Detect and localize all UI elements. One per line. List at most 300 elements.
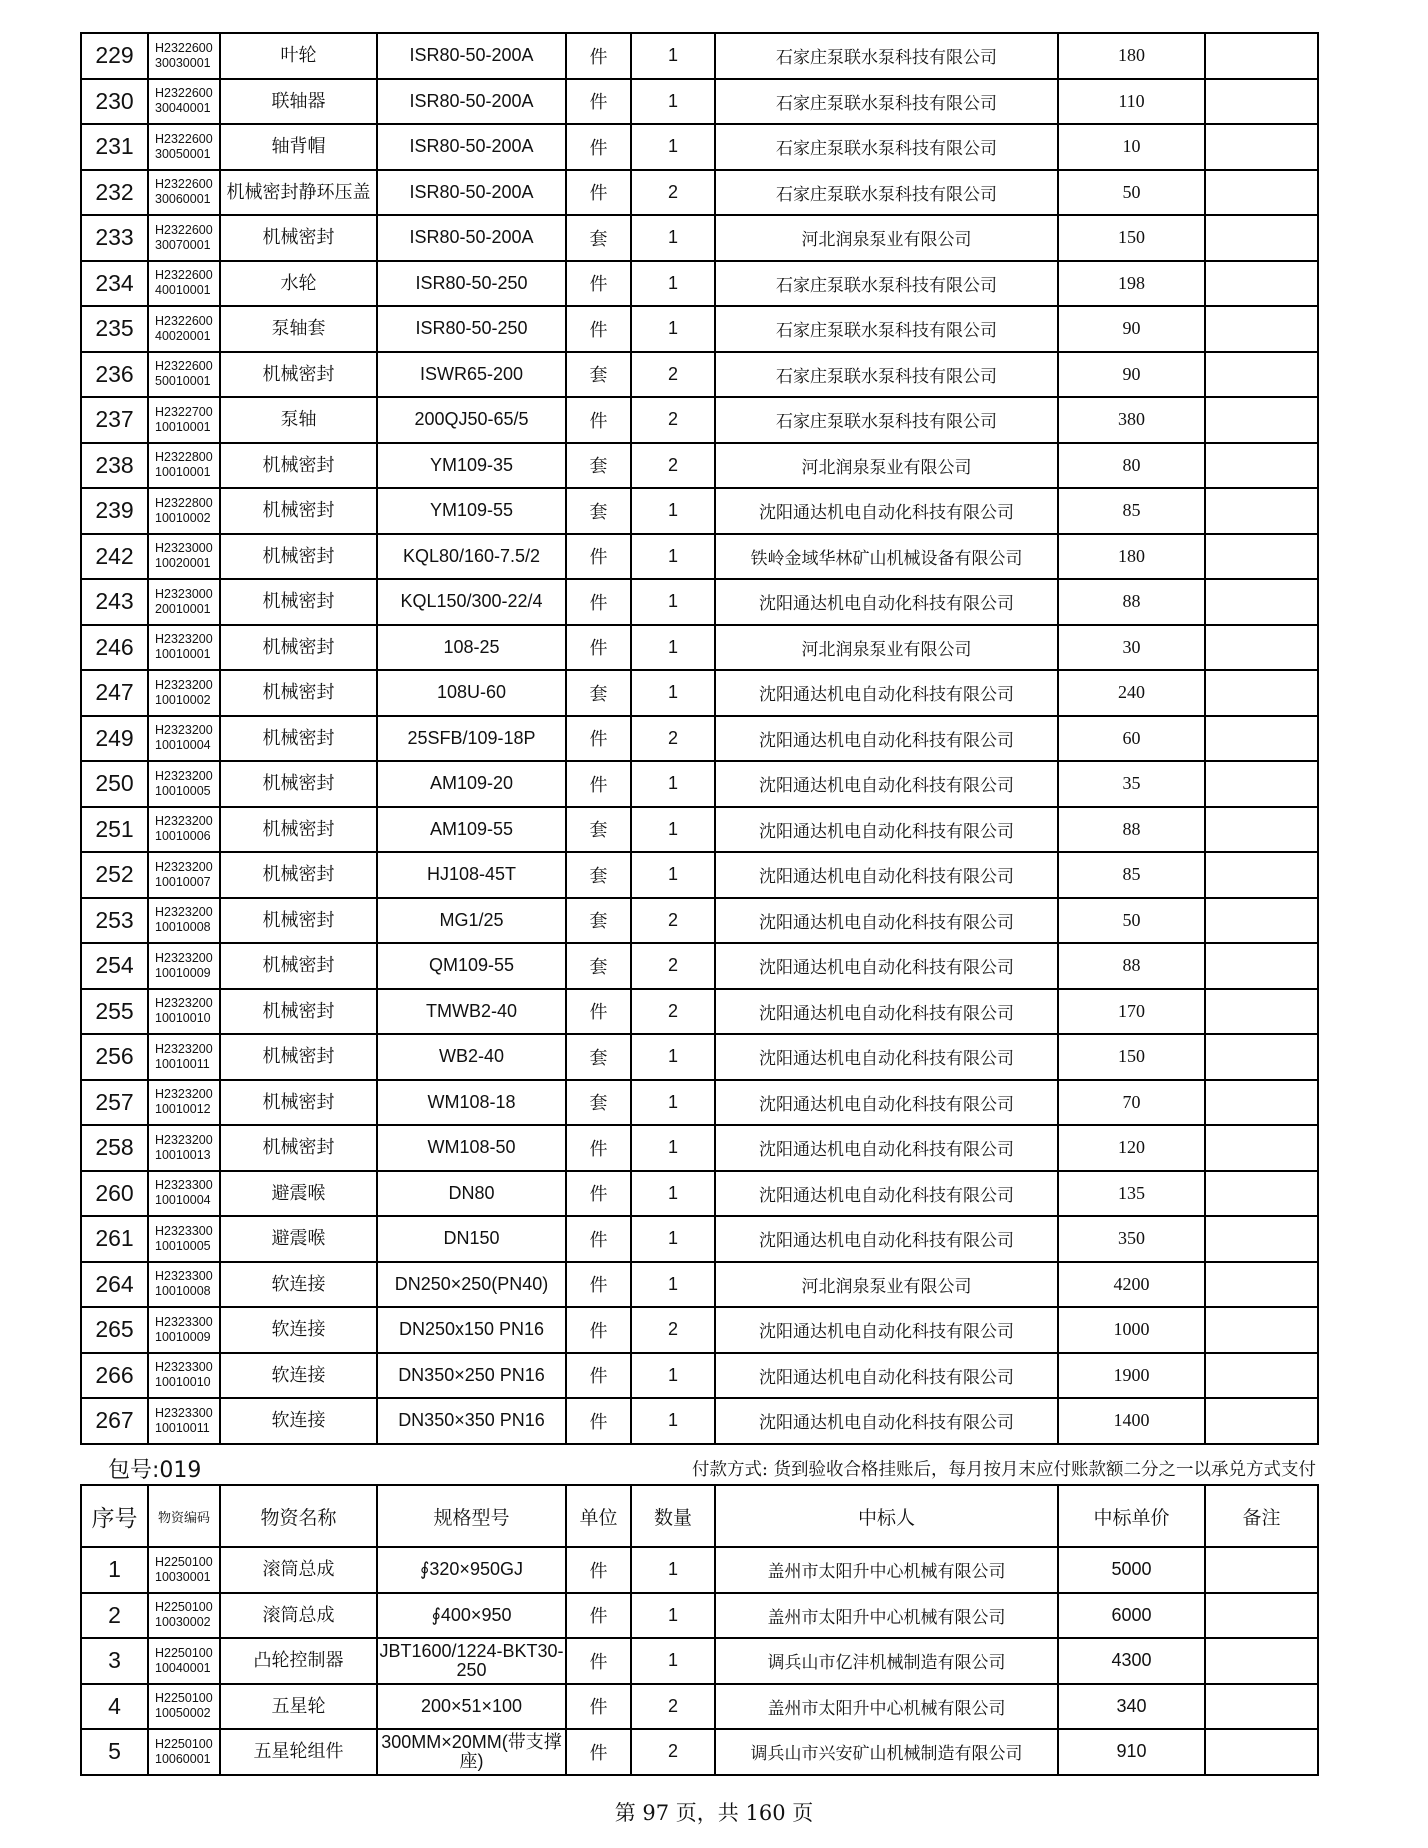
cell-no: 252 [81, 852, 148, 898]
cell-qty: 1 [631, 1638, 715, 1684]
cell-supplier: 铁岭金域华林矿山机械设备有限公司 [715, 534, 1058, 580]
cell-no: 250 [81, 761, 148, 807]
cell-no: 5 [81, 1729, 148, 1775]
cell-unit: 件 [566, 397, 631, 443]
cell-qty: 1 [631, 1171, 715, 1217]
cell-no: 266 [81, 1353, 148, 1399]
cell-remark [1205, 761, 1318, 807]
cell-unit: 套 [566, 488, 631, 534]
cell-name: 软连接 [220, 1353, 377, 1399]
cell-unit: 件 [566, 716, 631, 762]
cell-name: 避震喉 [220, 1216, 377, 1262]
cell-unit: 件 [566, 124, 631, 170]
cell-code: H2323200 10010011 [148, 1034, 220, 1080]
cell-remark [1205, 397, 1318, 443]
cell-remark [1205, 1547, 1318, 1593]
cell-code: H2322700 10010001 [148, 397, 220, 443]
cell-unit: 套 [566, 852, 631, 898]
cell-qty: 2 [631, 1729, 715, 1775]
table-row [81, 79, 1318, 125]
cell-spec: YM109-35 [377, 443, 566, 489]
cell-supplier: 河北润泉泵业有限公司 [715, 1262, 1058, 1308]
table-row [81, 898, 1318, 944]
cell-supplier: 石家庄泵联水泵科技有限公司 [715, 170, 1058, 216]
cell-spec: DN350×350 PN16 [377, 1398, 566, 1444]
cell-spec: WM108-50 [377, 1125, 566, 1171]
cell-qty: 2 [631, 170, 715, 216]
cell-no: 1 [81, 1547, 148, 1593]
cell-qty: 1 [631, 579, 715, 625]
cell-qty: 1 [631, 1593, 715, 1639]
cell-price: 198 [1058, 261, 1205, 307]
cell-spec: WM108-18 [377, 1080, 566, 1126]
header-code: 物资编码 [148, 1485, 220, 1547]
cell-unit: 件 [566, 1125, 631, 1171]
cell-remark [1205, 352, 1318, 398]
cell-remark [1205, 1684, 1318, 1730]
cell-qty: 1 [631, 1034, 715, 1080]
cell-price: 120 [1058, 1125, 1205, 1171]
cell-code: H2323200 10010010 [148, 989, 220, 1035]
cell-code: H2322800 10010001 [148, 443, 220, 489]
cell-supplier: 沈阳通达机电自动化科技有限公司 [715, 1171, 1058, 1217]
cell-name: 机械密封 [220, 943, 377, 989]
header-price: 中标单价 [1058, 1485, 1205, 1547]
cell-code: H2323000 10020001 [148, 534, 220, 580]
cell-price: 150 [1058, 1034, 1205, 1080]
table-row [81, 989, 1318, 1035]
cell-name: 机械密封 [220, 443, 377, 489]
cell-price: 50 [1058, 898, 1205, 944]
cell-price: 4300 [1058, 1638, 1205, 1684]
cell-unit: 件 [566, 306, 631, 352]
cell-no: 251 [81, 807, 148, 853]
cell-unit: 件 [566, 579, 631, 625]
cell-code: H2323300 10010004 [148, 1171, 220, 1217]
cell-price: 6000 [1058, 1593, 1205, 1639]
cell-remark [1205, 261, 1318, 307]
cell-code: H2323200 10010013 [148, 1125, 220, 1171]
cell-qty: 2 [631, 1684, 715, 1730]
cell-supplier: 沈阳通达机电自动化科技有限公司 [715, 1080, 1058, 1126]
cell-spec: 200QJ50-65/5 [377, 397, 566, 443]
items-table-body [81, 33, 1318, 1444]
cell-remark [1205, 989, 1318, 1035]
cell-supplier: 沈阳通达机电自动化科技有限公司 [715, 1307, 1058, 1353]
cell-unit: 套 [566, 1080, 631, 1126]
cell-supplier: 沈阳通达机电自动化科技有限公司 [715, 761, 1058, 807]
cell-code: H2322600 30050001 [148, 124, 220, 170]
items-table-continued [80, 32, 1319, 1445]
cell-qty: 1 [631, 1125, 715, 1171]
cell-name: 机械密封 [220, 1080, 377, 1126]
cell-spec: 25SFB/109-18P [377, 716, 566, 762]
cell-price: 50 [1058, 170, 1205, 216]
cell-remark [1205, 443, 1318, 489]
table-row [81, 1216, 1318, 1262]
cell-unit: 件 [566, 1353, 631, 1399]
cell-remark [1205, 534, 1318, 580]
cell-price: 135 [1058, 1171, 1205, 1217]
page-footer: 第 97 页，共 160 页 [614, 1801, 814, 1825]
cell-spec: DN80 [377, 1171, 566, 1217]
cell-qty: 1 [631, 306, 715, 352]
cell-remark [1205, 898, 1318, 944]
cell-price: 80 [1058, 443, 1205, 489]
cell-unit: 套 [566, 215, 631, 261]
cell-code: H2323200 10010009 [148, 943, 220, 989]
cell-spec: 200×51×100 [377, 1684, 566, 1730]
cell-remark [1205, 1638, 1318, 1684]
cell-name: 避震喉 [220, 1171, 377, 1217]
cell-name: 滚筒总成 [220, 1593, 377, 1639]
cell-no: 235 [81, 306, 148, 352]
cell-no: 229 [81, 33, 148, 79]
cell-spec: 300MM×20MM(带支撑座) [377, 1729, 566, 1775]
cell-name: 机械密封 [220, 1125, 377, 1171]
cell-code: H2323200 10010012 [148, 1080, 220, 1126]
cell-code: H2323200 10010001 [148, 625, 220, 671]
cell-no: 243 [81, 579, 148, 625]
table-row [81, 1171, 1318, 1217]
cell-qty: 2 [631, 943, 715, 989]
cell-no: 261 [81, 1216, 148, 1262]
cell-unit: 件 [566, 1729, 631, 1775]
cell-unit: 套 [566, 443, 631, 489]
table-row [81, 761, 1318, 807]
cell-price: 90 [1058, 306, 1205, 352]
table-row [81, 397, 1318, 443]
cell-spec: DN150 [377, 1216, 566, 1262]
cell-spec: KQL150/300-22/4 [377, 579, 566, 625]
cell-price: 110 [1058, 79, 1205, 125]
cell-code: H2323200 10010006 [148, 807, 220, 853]
cell-code: H2322600 40020001 [148, 306, 220, 352]
cell-unit: 件 [566, 625, 631, 671]
cell-supplier: 沈阳通达机电自动化科技有限公司 [715, 579, 1058, 625]
cell-spec: ISR80-50-200A [377, 124, 566, 170]
cell-code: H2323300 10010005 [148, 1216, 220, 1262]
cell-unit: 件 [566, 1307, 631, 1353]
cell-name: 机械密封 [220, 761, 377, 807]
cell-spec: ISR80-50-200A [377, 33, 566, 79]
cell-name: 五星轮 [220, 1684, 377, 1730]
cell-spec: 108-25 [377, 625, 566, 671]
table-row [81, 807, 1318, 853]
cell-supplier: 石家庄泵联水泵科技有限公司 [715, 33, 1058, 79]
cell-price: 88 [1058, 943, 1205, 989]
cell-name: 软连接 [220, 1262, 377, 1308]
cell-supplier: 石家庄泵联水泵科技有限公司 [715, 79, 1058, 125]
cell-no: 247 [81, 670, 148, 716]
cell-name: 机械密封 [220, 352, 377, 398]
cell-supplier: 盖州市太阳升中心机械有限公司 [715, 1593, 1058, 1639]
cell-name: 滚筒总成 [220, 1547, 377, 1593]
cell-remark [1205, 1262, 1318, 1308]
cell-remark [1205, 1080, 1318, 1126]
cell-unit: 件 [566, 1638, 631, 1684]
cell-spec: DN250×250(PN40) [377, 1262, 566, 1308]
table-row [81, 1034, 1318, 1080]
cell-supplier: 沈阳通达机电自动化科技有限公司 [715, 1353, 1058, 1399]
cell-remark [1205, 1216, 1318, 1262]
cell-unit: 件 [566, 261, 631, 307]
cell-spec: ISR80-50-200A [377, 79, 566, 125]
cell-remark [1205, 33, 1318, 79]
table-row [81, 170, 1318, 216]
cell-spec: TMWB2-40 [377, 989, 566, 1035]
cell-qty: 1 [631, 1080, 715, 1126]
cell-price: 88 [1058, 807, 1205, 853]
table-row [81, 306, 1318, 352]
cell-remark [1205, 1593, 1318, 1639]
header-no: 序号 [81, 1485, 148, 1547]
cell-unit: 件 [566, 1684, 631, 1730]
cell-spec: ISR80-50-200A [377, 215, 566, 261]
table-row [81, 625, 1318, 671]
cell-no: 264 [81, 1262, 148, 1308]
cell-qty: 2 [631, 352, 715, 398]
cell-qty: 1 [631, 670, 715, 716]
cell-remark [1205, 124, 1318, 170]
cell-remark [1205, 1171, 1318, 1217]
cell-no: 236 [81, 352, 148, 398]
cell-spec: AM109-20 [377, 761, 566, 807]
table-row [81, 1353, 1318, 1399]
cell-supplier: 石家庄泵联水泵科技有限公司 [715, 306, 1058, 352]
cell-supplier: 石家庄泵联水泵科技有限公司 [715, 397, 1058, 443]
cell-price: 180 [1058, 33, 1205, 79]
table-row [81, 1638, 1318, 1684]
cell-supplier: 调兵山市亿沣机械制造有限公司 [715, 1638, 1058, 1684]
cell-price: 60 [1058, 716, 1205, 762]
cell-remark [1205, 943, 1318, 989]
cell-name: 凸轮控制器 [220, 1638, 377, 1684]
cell-spec: YM109-55 [377, 488, 566, 534]
cell-unit: 件 [566, 1262, 631, 1308]
cell-code: H2323300 10010008 [148, 1262, 220, 1308]
cell-name: 软连接 [220, 1398, 377, 1444]
cell-spec: ∮320×950GJ [377, 1547, 566, 1593]
cell-supplier: 沈阳通达机电自动化科技有限公司 [715, 488, 1058, 534]
cell-no: 256 [81, 1034, 148, 1080]
cell-remark [1205, 807, 1318, 853]
cell-unit: 套 [566, 807, 631, 853]
cell-unit: 件 [566, 33, 631, 79]
cell-price: 1900 [1058, 1353, 1205, 1399]
cell-no: 234 [81, 261, 148, 307]
cell-qty: 1 [631, 852, 715, 898]
cell-supplier: 沈阳通达机电自动化科技有限公司 [715, 807, 1058, 853]
cell-qty: 1 [631, 761, 715, 807]
cell-supplier: 石家庄泵联水泵科技有限公司 [715, 124, 1058, 170]
cell-no: 254 [81, 943, 148, 989]
cell-supplier: 沈阳通达机电自动化科技有限公司 [715, 1216, 1058, 1262]
cell-spec: WB2-40 [377, 1034, 566, 1080]
cell-no: 265 [81, 1307, 148, 1353]
header-qty: 数量 [631, 1485, 715, 1547]
table-row [81, 124, 1318, 170]
cell-remark [1205, 306, 1318, 352]
cell-remark [1205, 1353, 1318, 1399]
header-spec: 规格型号 [377, 1485, 566, 1547]
table-row [81, 1398, 1318, 1444]
cell-unit: 套 [566, 352, 631, 398]
cell-spec: KQL80/160-7.5/2 [377, 534, 566, 580]
cell-code: H2250100 10030001 [148, 1547, 220, 1593]
cell-price: 88 [1058, 579, 1205, 625]
cell-no: 2 [81, 1593, 148, 1639]
cell-supplier: 沈阳通达机电自动化科技有限公司 [715, 670, 1058, 716]
cell-remark [1205, 79, 1318, 125]
cell-no: 237 [81, 397, 148, 443]
header-unit: 单位 [566, 1485, 631, 1547]
cell-unit: 套 [566, 898, 631, 944]
cell-supplier: 沈阳通达机电自动化科技有限公司 [715, 716, 1058, 762]
cell-remark [1205, 625, 1318, 671]
cell-spec: ISWR65-200 [377, 352, 566, 398]
cell-price: 340 [1058, 1684, 1205, 1730]
cell-supplier: 沈阳通达机电自动化科技有限公司 [715, 1034, 1058, 1080]
cell-code: H2322600 30040001 [148, 79, 220, 125]
cell-price: 1400 [1058, 1398, 1205, 1444]
cell-unit: 件 [566, 1593, 631, 1639]
cell-no: 239 [81, 488, 148, 534]
table-row [81, 1593, 1318, 1639]
cell-name: 机械密封 [220, 625, 377, 671]
cell-supplier: 河北润泉泵业有限公司 [715, 215, 1058, 261]
cell-name: 泵轴 [220, 397, 377, 443]
cell-qty: 2 [631, 443, 715, 489]
cell-spec: AM109-55 [377, 807, 566, 853]
cell-no: 258 [81, 1125, 148, 1171]
cell-qty: 2 [631, 1307, 715, 1353]
cell-unit: 件 [566, 79, 631, 125]
cell-unit: 件 [566, 1216, 631, 1262]
cell-name: 机械密封 [220, 989, 377, 1035]
cell-name: 机械密封 [220, 898, 377, 944]
cell-remark [1205, 215, 1318, 261]
table-row [81, 33, 1318, 79]
cell-unit: 件 [566, 534, 631, 580]
payment-terms: 付款方式: 货到验收合格挂账后，每月按月末应付账款额二分之一以承兑方式支付 [692, 1460, 1316, 1480]
cell-no: 253 [81, 898, 148, 944]
cell-no: 231 [81, 124, 148, 170]
cell-no: 257 [81, 1080, 148, 1126]
cell-code: H2323200 10010007 [148, 852, 220, 898]
cell-name: 泵轴套 [220, 306, 377, 352]
cell-price: 240 [1058, 670, 1205, 716]
cell-name: 叶轮 [220, 33, 377, 79]
cell-code: H2323300 10010009 [148, 1307, 220, 1353]
cell-qty: 1 [631, 807, 715, 853]
cell-name: 机械密封 [220, 852, 377, 898]
cell-remark [1205, 1307, 1318, 1353]
table-row [81, 1307, 1318, 1353]
cell-name: 机械密封 [220, 579, 377, 625]
cell-spec: JBT1600/1224-BKT30-250 [377, 1638, 566, 1684]
table-row [81, 215, 1318, 261]
cell-qty: 1 [631, 488, 715, 534]
cell-remark [1205, 716, 1318, 762]
cell-price: 10 [1058, 124, 1205, 170]
cell-spec: ISR80-50-250 [377, 306, 566, 352]
cell-remark [1205, 1125, 1318, 1171]
cell-price: 4200 [1058, 1262, 1205, 1308]
table-row [81, 670, 1318, 716]
cell-spec: DN350×250 PN16 [377, 1353, 566, 1399]
cell-no: 242 [81, 534, 148, 580]
cell-spec: ISR80-50-200A [377, 170, 566, 216]
cell-supplier: 盖州市太阳升中心机械有限公司 [715, 1684, 1058, 1730]
cell-supplier: 沈阳通达机电自动化科技有限公司 [715, 898, 1058, 944]
cell-name: 水轮 [220, 261, 377, 307]
cell-qty: 1 [631, 33, 715, 79]
cell-name: 机械密封 [220, 1034, 377, 1080]
cell-name: 五星轮组件 [220, 1729, 377, 1775]
package-table-body [81, 1547, 1318, 1775]
table-row [81, 443, 1318, 489]
cell-qty: 1 [631, 534, 715, 580]
cell-price: 170 [1058, 989, 1205, 1035]
cell-qty: 1 [631, 1262, 715, 1308]
cell-supplier: 沈阳通达机电自动化科技有限公司 [715, 1398, 1058, 1444]
cell-supplier: 沈阳通达机电自动化科技有限公司 [715, 852, 1058, 898]
cell-remark [1205, 1034, 1318, 1080]
cell-no: 230 [81, 79, 148, 125]
cell-price: 90 [1058, 352, 1205, 398]
table-row [81, 943, 1318, 989]
table-row [81, 488, 1318, 534]
cell-qty: 1 [631, 79, 715, 125]
table-row [81, 352, 1318, 398]
cell-supplier: 沈阳通达机电自动化科技有限公司 [715, 989, 1058, 1035]
cell-unit: 件 [566, 1171, 631, 1217]
cell-qty: 1 [631, 1353, 715, 1399]
package-019-table [80, 1484, 1319, 1776]
cell-qty: 2 [631, 397, 715, 443]
table-row [81, 1684, 1318, 1730]
cell-no: 4 [81, 1684, 148, 1730]
cell-spec: HJ108-45T [377, 852, 566, 898]
cell-supplier: 盖州市太阳升中心机械有限公司 [715, 1547, 1058, 1593]
table-row [81, 1547, 1318, 1593]
cell-name: 机械密封 [220, 488, 377, 534]
cell-spec: DN250x150 PN16 [377, 1307, 566, 1353]
cell-price: 180 [1058, 534, 1205, 580]
cell-no: 249 [81, 716, 148, 762]
cell-spec: MG1/25 [377, 898, 566, 944]
cell-spec: QM109-55 [377, 943, 566, 989]
cell-qty: 1 [631, 261, 715, 307]
cell-unit: 套 [566, 670, 631, 716]
cell-name: 轴背帽 [220, 124, 377, 170]
cell-price: 350 [1058, 1216, 1205, 1262]
cell-price: 85 [1058, 488, 1205, 534]
cell-qty: 1 [631, 1547, 715, 1593]
cell-price: 150 [1058, 215, 1205, 261]
cell-code: H2250100 10030002 [148, 1593, 220, 1639]
cell-code: H2250100 10050002 [148, 1684, 220, 1730]
cell-name: 机械密封 [220, 215, 377, 261]
cell-no: 260 [81, 1171, 148, 1217]
cell-qty: 1 [631, 1398, 715, 1444]
cell-name: 机械密封静环压盖 [220, 170, 377, 216]
cell-unit: 套 [566, 943, 631, 989]
cell-code: H2323200 10010005 [148, 761, 220, 807]
cell-code: H2322800 10010002 [148, 488, 220, 534]
cell-supplier: 石家庄泵联水泵科技有限公司 [715, 352, 1058, 398]
